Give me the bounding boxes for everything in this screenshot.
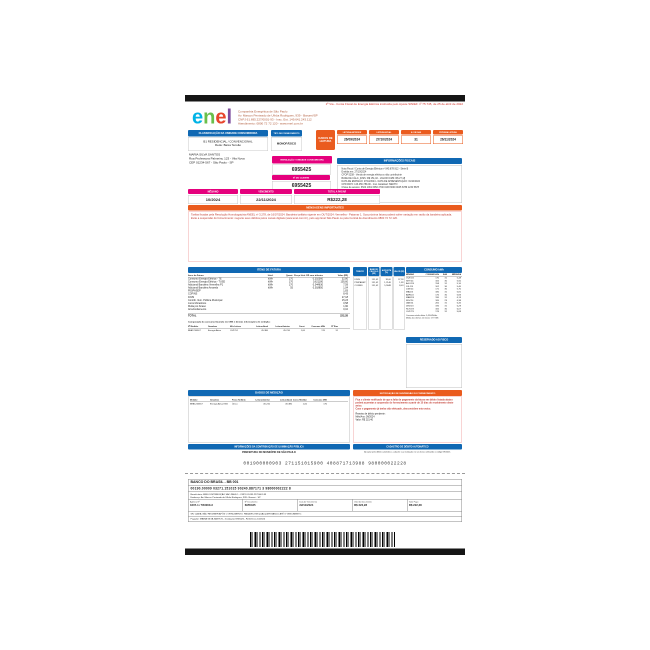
digitable-line: 00190.00009 03271.151015 90240.887171 3 98000002222 8 (189, 486, 462, 492)
invoice-item-row: Multa por Atraso 1,90 (188, 305, 348, 308)
reading-previous-label: LEITURA ANTERIOR (337, 130, 367, 135)
classification-value (188, 137, 268, 151)
company-info-line: Companhia Energética de São Paulo (238, 110, 288, 114)
beneficiary-info: Beneficiário: ENEL DISTRIBUIÇÃO SÃO PAULO - CNPJ 61.695.227/0001-93 Endereço: Av. Marcos Penteado de Ulhôa Rodrigues, 939 - Barueri - SP (189, 492, 462, 500)
company-info-line: CNPJ 61.695.227/0001-93 - Insc. Est. 149.641.243.112 (238, 118, 312, 122)
summary-total-value: R$222,28 (294, 195, 380, 204)
consumption-history-row: OUT/24 170 31 5,48 (406, 276, 461, 279)
suspension-header: NOTIFICAÇÃO DE SUSPENSÃO DO FORNECIMENTO (353, 390, 462, 396)
consumption-history-row: MAI/24 180 31 5,81 (406, 290, 461, 293)
perforation-line (185, 473, 465, 474)
logo-letter: l (226, 106, 233, 128)
customer-address-line: CEP 01234-567 - São Paulo - SP (189, 161, 234, 165)
classification-block (188, 130, 268, 151)
autodebit-header: CADASTRO DE DÉBITO AUTOMÁTICO (353, 444, 462, 450)
reading-next-value: 26/11/2024 (433, 136, 463, 145)
col-item: Itens da Fatura (188, 274, 204, 277)
fiscal-info-line: CPF/CNPJ: 123.456.789-00 - Insc. Estadual: ISENTO (341, 183, 398, 186)
invoice-item-row: COFINS 8,43 (188, 293, 348, 296)
classification-header: CLASSIFICAÇÃO DA UNIDADE CONSUMIDORA (188, 130, 268, 137)
reading-previous (337, 130, 367, 144)
summary-month-value: 10/2024 (188, 195, 238, 204)
fisco-box (406, 344, 462, 388)
reading-days-value: 31 (401, 136, 431, 145)
messages-header: MENSAGENS IMPORTANTES (188, 205, 462, 211)
invoice-item-row: ICMS 27,18 (188, 296, 348, 299)
barcode-digits: 001900000903 271151015900 408871713988 980000022228 (243, 461, 407, 466)
company-info-line: Atendimento: 0800 72 72 120 - www.enel.com.br (238, 122, 303, 126)
message-line: Tarifas fixadas pela Resolução Homologatória ANEEL nº 3.278, de 16/07/2024. Bandeira tarifária vigente em OUT/2024: Vermelha - Patamar 1. Sua próxima fatura poderá sofrer variação em razão da bandeira aplicada. (191, 213, 452, 217)
invoice-item-row: PIS/PASEP 1,83 (188, 290, 348, 293)
suspension-notice (353, 390, 462, 443)
consumption-history-row: MAR/24 190 31 6,13 (406, 296, 461, 299)
logo-letter: e (215, 106, 227, 128)
summary-due-date (240, 189, 292, 204)
invoice-item-row: Adicional Bandeira Amarela kWh 55 0,018850 1,04 (188, 287, 348, 290)
installation-header: INSTALAÇÃO / UNIDADE CONSUMIDORA (272, 156, 332, 164)
reading-current-value: 27/10/2024 (369, 136, 399, 145)
measurement-box (188, 397, 350, 443)
consumption-history-row: ABR/24 175 30 5,83 (406, 293, 461, 296)
reading-days-label: Nº DE DIAS (401, 130, 431, 135)
suspension-box (353, 397, 462, 443)
measurement-header: DADOS DE MEDIÇÃO (188, 390, 350, 396)
consumption-history-note: Consumo médio diário: 5,48 kWh/dia Média dos últimos 12 meses: 177 kWh (406, 314, 439, 319)
consumption-history-rows (406, 277, 462, 313)
invoice-item-row: Consumo Energia Elétrica - TUSD kWh 170 0,621180 105,60 (188, 281, 348, 284)
fisco-header: RESERVADO AO FISCO (406, 337, 462, 343)
reading-data-badge: DADOS DE LEITURA (316, 130, 335, 150)
invoice-total-value: 222,28 (340, 314, 348, 318)
measurement-table (188, 390, 350, 443)
logo-letter: n (203, 106, 216, 128)
consumption-history-table (406, 267, 462, 319)
summary-month-label: MÊS/ANO (188, 189, 238, 194)
measurement-note: Composição do consumo faturado em kWh e demais informações de medição: (188, 320, 271, 324)
consumption-history-row: FEV/24 185 29 6,38 (406, 298, 461, 302)
invoice-items-header: ITENS DE FATURA (188, 267, 350, 273)
fiscal-info-line: Nota Fiscal / Conta de Energia Elétrica nº 045.678.912 - Série B (341, 167, 409, 170)
bill-document (185, 95, 465, 555)
invoice-item-row: Adicional Bandeira Vermelha P1 kWh 170 0,044630 7,59 (188, 284, 348, 287)
scan-edge-top (185, 95, 465, 102)
invoice-item-row: Consumo Energia Elétrica - TE kWh 170 0,310560 52,80 (188, 278, 348, 281)
meter-mini-row: BFA1234567 Energia Ativa OUT/24 45.380 45.210 1,00 170 31 (188, 329, 338, 332)
reading-next (433, 130, 463, 144)
suspension-debt-info: Reaviso de débito pendente: Mês/Ano: 09/2024 Valor: R$ 215,40 (355, 412, 386, 421)
tax-col-aliquota: ALÍQUOTA (%) 18,00 1,2146 5,5848 (381, 267, 393, 330)
measurement-rows (190, 402, 348, 405)
cip-line: PREFEITURA DO MUNICÍPIO DE SÃO PAULO (242, 451, 296, 454)
field-document: Nº Documento 6955425 (243, 500, 298, 512)
consumption-history-row: AGO/24 158 31 5,10 (406, 282, 461, 285)
consumption-history-row: SET/24 165 30 5,50 (406, 279, 461, 282)
tax-col-base: BASE DE CÁLCULO (R$) 151,02 151,02 151,02 (368, 267, 380, 330)
customer-address-line: MARIA SILVA SANTOS (189, 153, 221, 157)
company-info-line: Av. Marcos Penteado de Ulhôa Rodrigues, 939 - Barueri/SP (238, 114, 318, 118)
reading-days (401, 130, 431, 144)
consumption-history-row: OUT/23 176 31 5,68 (406, 310, 461, 313)
invoice-items-table (188, 267, 350, 332)
tax-col-valor: VALOR (R$) 27,18 1,83 8,43 (393, 267, 405, 330)
classification-line: Rede: Baixa Tensão (215, 144, 241, 147)
fiscal-info-header: INFORMAÇÕES FISCAIS (337, 158, 462, 164)
field-paid-value: Valor Pago R$ 222,28 (408, 500, 422, 507)
col-price: Preço Unit. R$ com tributos (294, 274, 323, 277)
fiscal-info-line: BASE DE CÁLC. ICMS: R$ 151,02 - VALOR ICMS: R$ 27,18 (341, 176, 406, 180)
suspension-warning: Fica o cliente notificado de que a falta de pagamento da fatura em débito listada abaixo poderá acarretar a suspensão do fornecimento a partir de 15 dias do recebimento deste aviso. Caso o pagamento já tenha sido efetuado, desconsidere este aviso. (355, 398, 454, 410)
reading-previous-value: 26/09/2024 (337, 136, 367, 145)
reading-next-label: PRÓXIMA LEITURA (433, 130, 463, 135)
scan-edge-bottom (185, 549, 465, 556)
cip-block (188, 444, 350, 454)
summary-month (188, 189, 238, 204)
invoice-items-rows (188, 278, 350, 312)
consumption-history-row: JUN/24 171 30 5,70 (406, 287, 461, 291)
tax-col-tributo: TRIBUTO ICMS PIS/PASEP COFINS (353, 267, 367, 330)
bank-name: BANCO DO BRASIL - BB 001 (189, 480, 462, 487)
reading-current-label: LEITURA ATUAL (369, 130, 399, 135)
reading-current (369, 130, 399, 144)
consumption-history-row: JUL/24 162 30 5,40 (406, 284, 461, 288)
consumption-history-columns: MÊS/ANO CONSUMO kWh DIAS MÉDIA/DIA (406, 273, 461, 276)
supply-type-block (271, 130, 302, 151)
cip-header: INFORMAÇÕES DA CONTRIBUIÇÃO DE ILUMINAÇÃO PÚBLICA (188, 444, 350, 450)
summary-due-date-label: VENCIMENTO (240, 189, 292, 194)
field-agency: Agência Nº 1607-1 / 553000-3 (189, 500, 244, 512)
bank-slip-fields (189, 500, 462, 512)
fiscal-info-line: Chave de acesso: 3524 1061 6952 2700 0193 6600 0045 6789 1234 5678 (341, 186, 419, 189)
col-unit: Unid. (267, 274, 274, 277)
autodebit-block (353, 444, 462, 453)
meter-mini-columns: Nº Medidor Grandeza Mês Leitura Leitura Atual Leitura Anterior Const. Consumo kWh Nº Dias (188, 325, 350, 329)
bank-slip (188, 479, 462, 522)
client-number: 6955425 (272, 181, 331, 190)
field-due-date: Data de Vencimento 22/11/2024 (298, 500, 353, 512)
invoice-total-row (188, 313, 350, 318)
invoice-item-row: Juros Moratórios 0,58 (188, 302, 348, 305)
logo-letter: e (192, 106, 204, 128)
fiscal-info-line: DATA DE EMISSÃO: 27/10/2024 - DATA DE APRESENTAÇÃO: 31/10/2024 (341, 179, 420, 183)
fiscal-info-line: Emitida em: 27/10/2024 (341, 170, 367, 174)
col-value: Valor (R$) (337, 274, 348, 277)
summary-due-date-value: 22/11/2024 (240, 195, 292, 204)
message-line: Evite a suspensão do fornecimento: negocie seus débitos pelos canais digitais (www.enel.com.br), pelo app Enel São Paulo ou pela Central de Atendimento 0800 72 72 120. (191, 217, 398, 220)
client-number-header: Nº DO CLIENTE (272, 175, 330, 180)
invoice-item-row: Arredondamento 0,10 (188, 308, 348, 311)
supply-type-header: TIPO DE FORNECIMENTO (271, 130, 302, 137)
cashier-instructions: SR. CAIXA: NÃO RECEBER APÓS O VENCIMENTO. PAGÁVEL EM QUALQUER BANCO ATÉ O VENCIMENTO. (189, 512, 462, 517)
col-qty: Quant. (286, 274, 293, 277)
consumption-history-header: CONSUMO kWh (406, 267, 462, 273)
classification-line: B1 RESIDENCIAL / CONVENCIONAL (203, 140, 253, 144)
summary-total-label: TOTAL A PAGAR (294, 189, 380, 194)
barcode (250, 532, 395, 547)
installation-number: 6955425 (272, 165, 331, 175)
company-info (238, 110, 318, 126)
consumption-history-row: DEZ/23 195 31 6,29 (406, 304, 461, 307)
fiscal-info-line: CFOP 5258 - Venda de energia elétrica a não contribuinte (341, 173, 402, 177)
meter-mini-rows (188, 329, 350, 332)
consumption-history-row: NOV/23 182 30 6,07 (406, 307, 461, 310)
invoice-item-row: Contrib. Ilum. Pública Municipal 15,23 (188, 299, 348, 302)
customer-address (189, 153, 245, 165)
supply-type-value: MONOFÁSICO (271, 137, 302, 151)
consumption-history-row: JAN/24 200 31 6,45 (406, 301, 461, 305)
fiscal-top-note: 1ª Via - Conta Fiscal de Energia Elétrica instituída pelo Ajuste SINIEF nº 75.745, de 25 de abril de 2022 (325, 103, 463, 106)
taxes-table (353, 267, 405, 330)
autodebit-line: Ao optar pelo débito automático, cadastre sua instalação no seu banco utilizando o código 6955425. (364, 450, 451, 453)
enel-logo (192, 106, 232, 129)
customer-address-line: Rua Professora Palmeira, 123 - Vila Nova (189, 157, 245, 161)
measurement-columns: Medidor Grandeza Posto Tarifário Leitura Anterior Leitura Atual Const. Medidor Consumo kWh (190, 398, 348, 402)
payer-info: Pagador: MARIA SILVA SANTOS - Instalação 6955425 - Referência 10/2024 (190, 517, 266, 520)
measurement-row: BFA1234567 Energia Ativa kWh Único 45.210 45.380 1,00 170 (190, 402, 327, 405)
summary-total (294, 189, 380, 204)
invoice-total-label: TOTAL (188, 314, 197, 318)
messages-box (188, 212, 462, 262)
field-doc-value: Valor do Documento R$ 222,28 (353, 500, 408, 512)
